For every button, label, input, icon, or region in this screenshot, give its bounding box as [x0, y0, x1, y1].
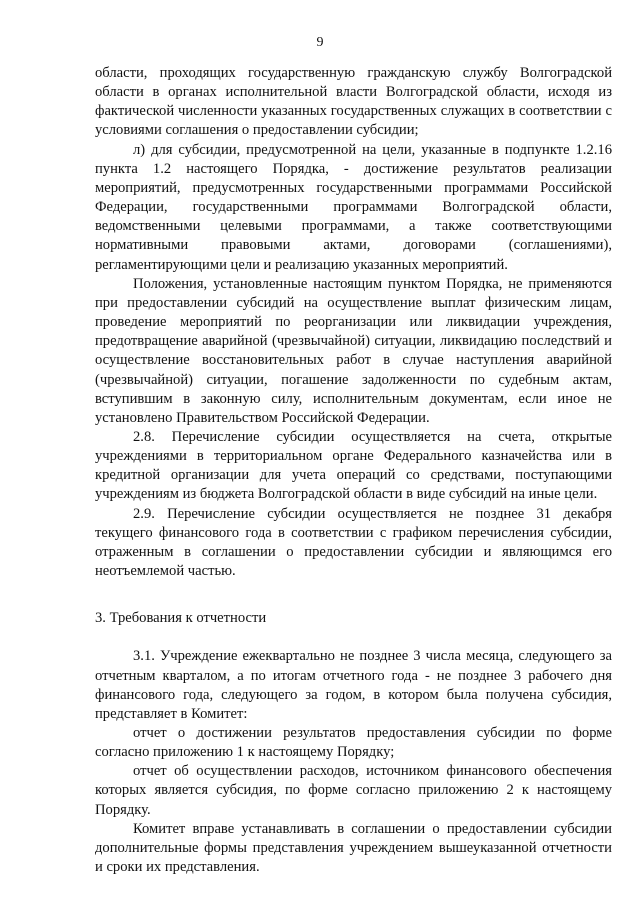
- paragraph-provisions: Положения, установленные настоящим пунктом Порядка, не применяются при предоставлении субсидий на осуществление выплат физическим лицам, проведение мероприятий по реорганизации или ликвидации учреждения, предотвращение аварийной (чрезвычайной) ситуации, ликвидацию последствий и осуществление восстановительных работ в случае наступления аварийной (чрезвычайной) ситуации, погашение задолженности по судебным актам, вступившим в законную силу, исполнительным документам, если иное не установлено Правительством Российской Федерации.: [95, 275, 612, 426]
- section-heading: 3. Требования к отчетности: [95, 610, 267, 627]
- page-number: 9: [316, 35, 324, 50]
- paragraph-report-results: отчет о достижении результатов предоставления субсидии по форме согласно приложению 1 к настоящему Порядку;: [95, 725, 612, 761]
- document-body: [95, 64, 612, 877]
- paragraph-continuation: области, проходящих государственную гражданскую службу Волгоградской области в органах исполнительной власти Волгоградской области, исходя из фактической численности указанных государственных служащих в соответствии с условиями соглашения о предоставлении субсидии;: [95, 65, 612, 139]
- paragraph-committee-rights: Комитет вправе устанавливать в соглашении о предоставлении субсидии дополнительные формы представления учреждением вышеуказанной отчетности и сроки их представления.: [95, 820, 612, 876]
- paragraph-report-expenses: отчет об осуществлении расходов, источником финансового обеспечения которых является субсидия, по форме согласно приложению 2 к настоящему Порядку.: [95, 763, 612, 818]
- paragraph-3-1: 3.1. Учреждение ежеквартально не позднее 3 числа месяца, следующего за отчетным кварталом, а по итогам отчетного года - не позднее 3 рабочего дня финансового года, следующего за годом, в котором была получена субсидия, представляет в Комитет:: [95, 648, 612, 722]
- paragraph-2-8: 2.8. Перечисление субсидии осуществляется на счета, открытые учреждениями в территориальном органе Федерального казначейства или в кредитной организации для учета операций со средствами, поступающими учреждениям из бюджета Волгоградской области в виде субсидий на иные цели.: [95, 428, 612, 503]
- paragraph-item-l: л) для субсидии, предусмотренной на цели, указанные в подпункте 1.2.16 пункта 1.2 настоящего Порядка, - достижение результатов реализации мероприятий, предусмотренных государственными программами Российской Федерации, государственными программами Волгоградской области, ведомственными целевыми программами, а также соответствующими нормативными правовыми актами, договорами (соглашениями), регламентирующими цели и реализацию указанных мероприятий.: [95, 141, 612, 273]
- paragraph-2-9: 2.9. Перечисление субсидии осуществляется не позднее 31 декабря текущего финансового года в соответствии с графиком перечисления субсидии, отраженным в соглашении о предоставлении субсидии и являющимся его неотъемлемой частью.: [95, 505, 612, 580]
